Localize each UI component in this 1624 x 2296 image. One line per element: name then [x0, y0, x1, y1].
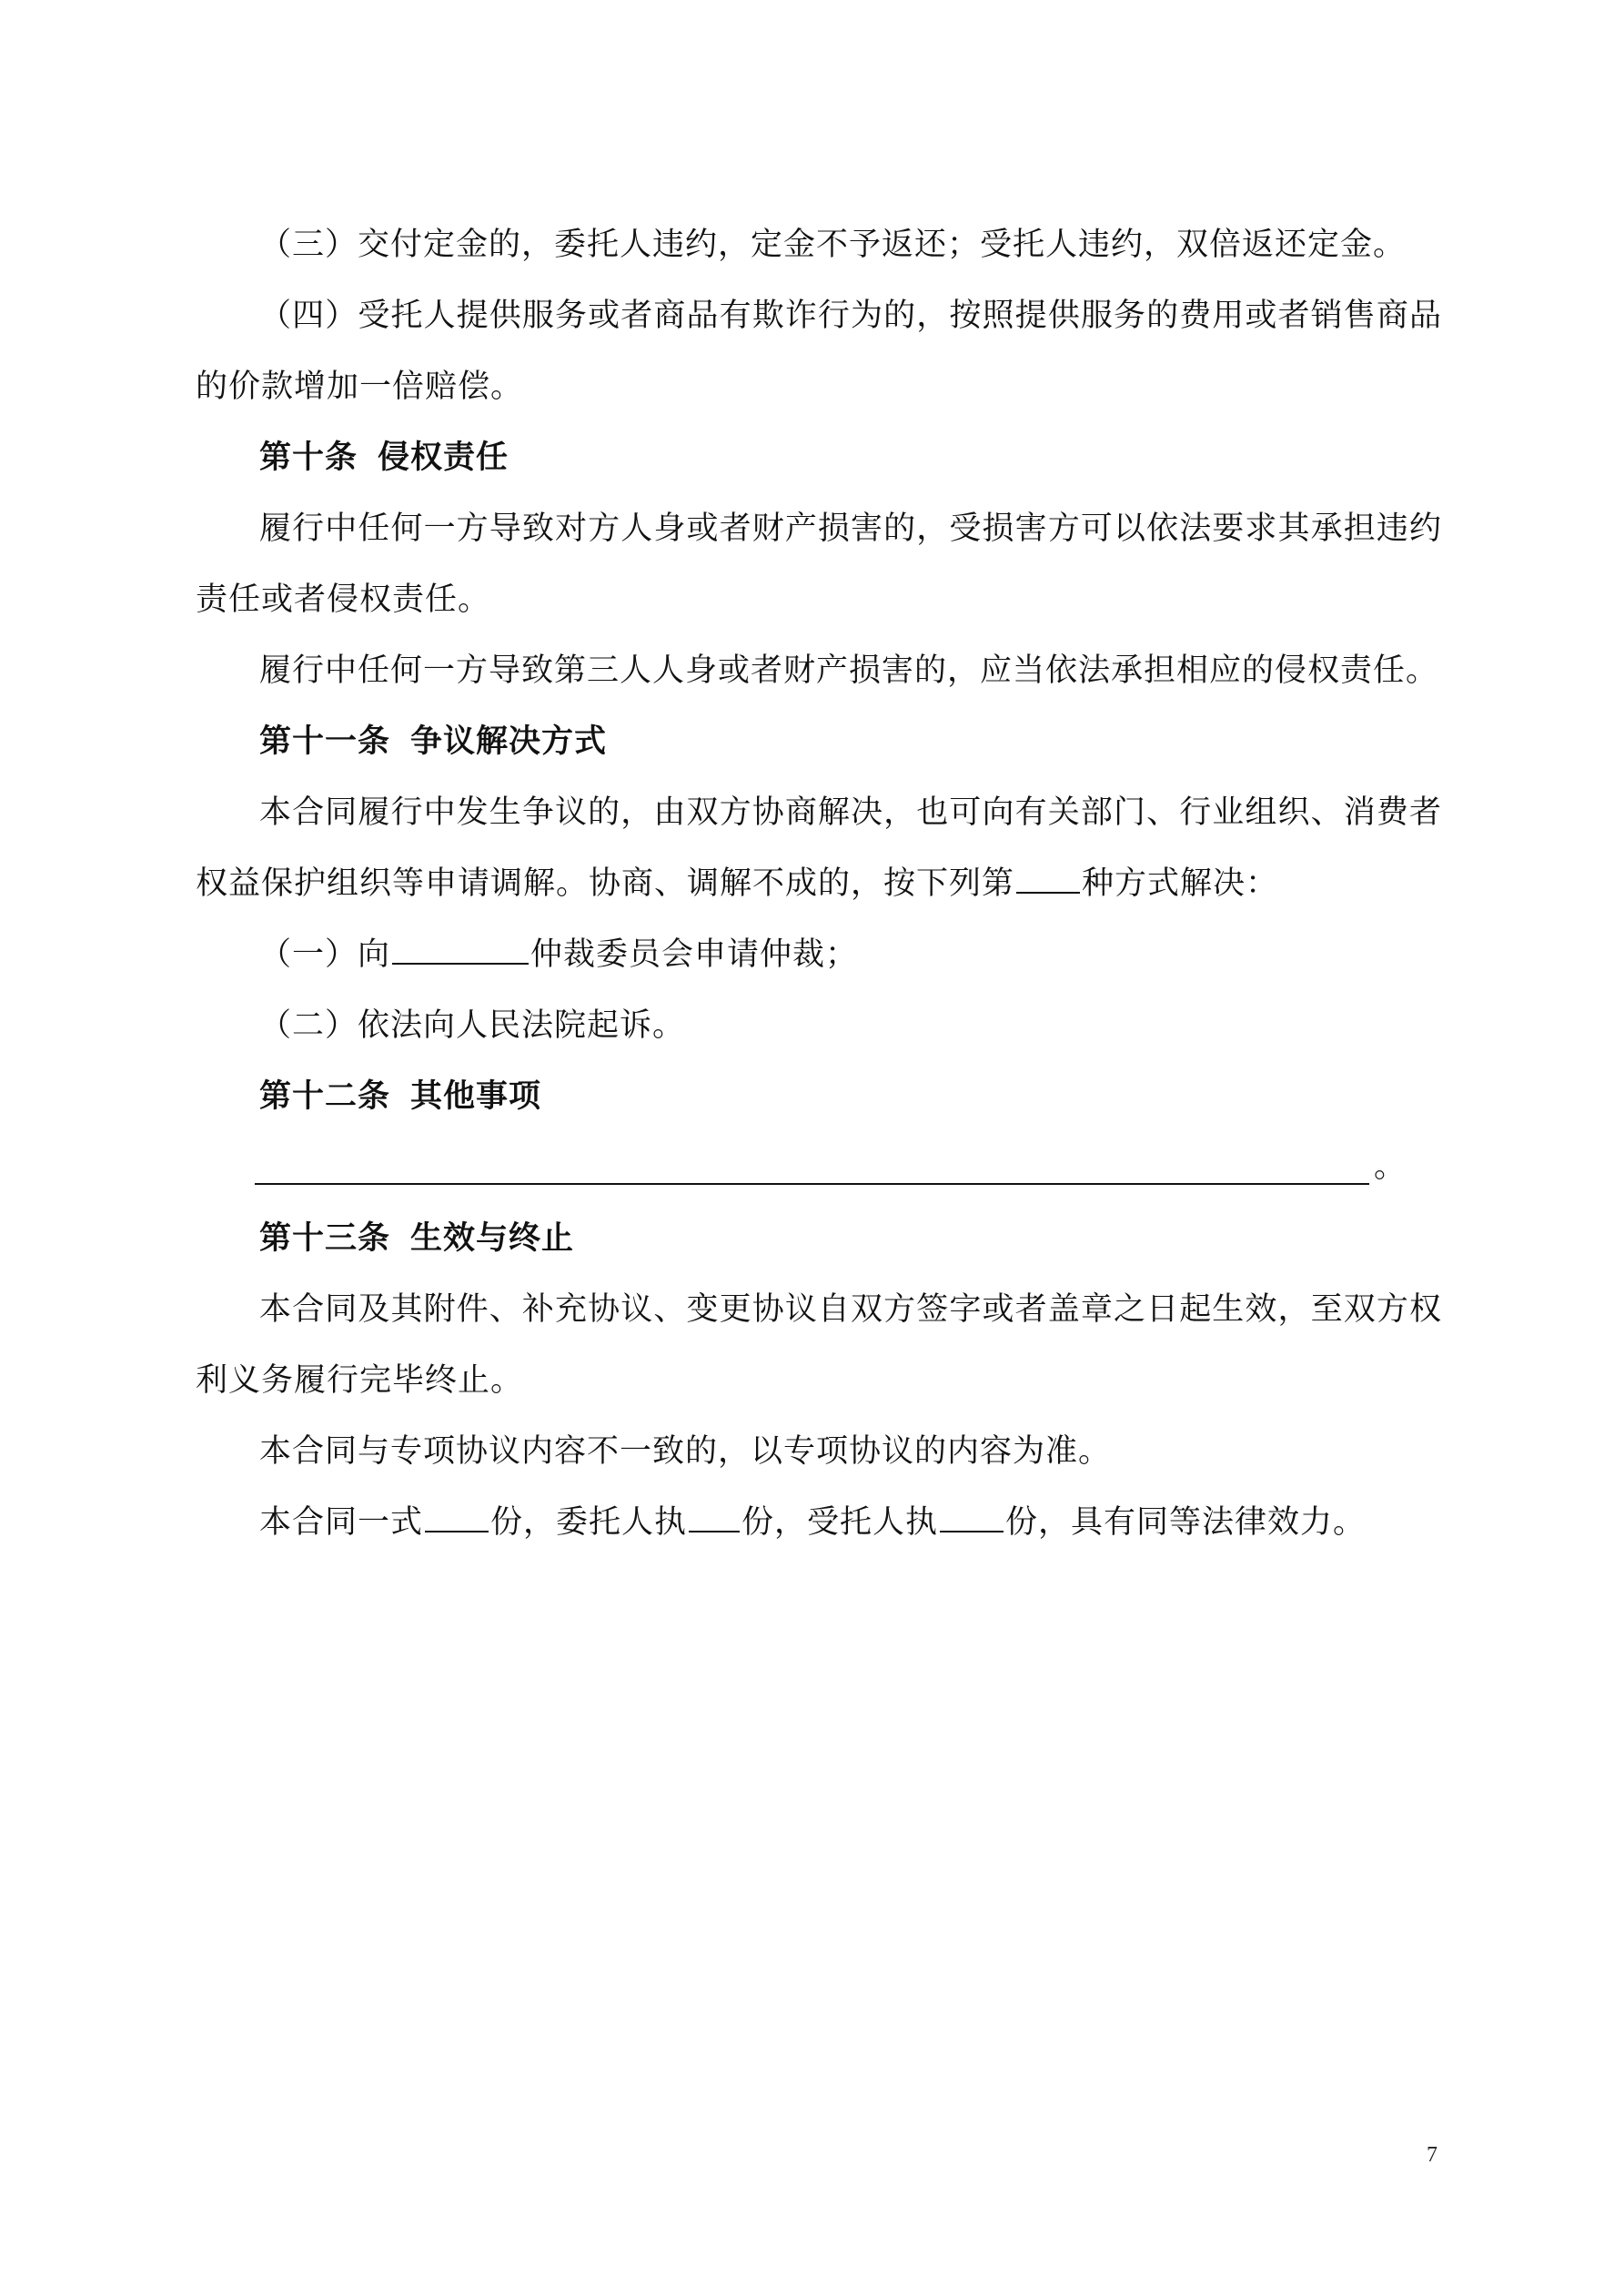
trustee-copies-blank[interactable] [940, 1503, 1004, 1532]
article-13-title: 生效与终止 [410, 1219, 575, 1257]
arbitration-commission-blank[interactable] [392, 936, 529, 965]
paragraph-copies [196, 1487, 1442, 1558]
copies-text-b: 份，委托人执 [490, 1504, 688, 1541]
document-body [196, 209, 1442, 1558]
paragraph-arbitration [196, 919, 1442, 990]
copies-text-a: 本合同一式 [259, 1504, 424, 1541]
copies-text-c: 份，受托人执 [741, 1504, 939, 1541]
article-11-label: 第十一条 [259, 723, 391, 760]
total-copies-blank[interactable] [425, 1503, 489, 1532]
paragraph-tort-parties: 履行中任何一方导致对方人身或者财产损害的，受损害方可以依法要求其承担违约责任或者侵权责任。 [196, 511, 1442, 618]
client-copies-blank[interactable] [689, 1503, 740, 1532]
dispute-text-before: 本合同履行中发生争议的，由双方协商解决，也可向有关部门、行业组织、消费者权益保护组织等申请调解。协商、调解不成的，按下列第 [196, 794, 1442, 902]
article-13-label: 第十三条 [259, 1219, 391, 1257]
arbitration-text-before: （一）向 [259, 936, 391, 973]
paragraph-litigation: （二）依法向人民法院起诉。 [259, 1007, 686, 1044]
dispute-text-after: 种方式解决： [1082, 865, 1279, 902]
paragraph-effectiveness: 本合同及其附件、补充协议、变更协议自双方签字或者盖章之日起生效，至双方权利义务履行完毕终止。 [196, 1291, 1442, 1399]
paragraph-dispute-resolution [196, 777, 1442, 919]
paragraph-special-agreement: 本合同与专项协议内容不一致的，以专项协议的内容为准。 [259, 1433, 1112, 1470]
article-12-title: 其他事项 [410, 1077, 542, 1115]
article-12-heading [196, 1061, 1442, 1132]
method-number-blank[interactable] [1016, 865, 1080, 894]
article-10-label: 第十条 [259, 439, 358, 476]
article-11-heading [196, 706, 1442, 777]
article-10-title: 侵权责任 [378, 439, 509, 476]
page-number: 7 [1427, 2143, 1437, 2167]
paragraph-tort-third-party: 履行中任何一方导致第三人人身或者财产损害的，应当依法承担相应的侵权责任。 [259, 652, 1439, 689]
arbitration-text-after: 仲裁委员会申请仲裁； [530, 936, 859, 973]
article-13-heading [196, 1203, 1442, 1274]
other-matters-blank[interactable] [255, 1183, 1369, 1185]
other-matters-period: 。 [1374, 1148, 1407, 1185]
copies-text-d: 份，具有同等法律效力。 [1005, 1504, 1367, 1541]
paragraph-deposit: （三）交付定金的，委托人违约，定金不予返还；受托人违约，双倍返还定金。 [259, 227, 1407, 263]
article-11-title: 争议解决方式 [410, 723, 608, 760]
other-matters-line [196, 1132, 1442, 1203]
article-10-heading [196, 422, 1442, 493]
article-12-label: 第十二条 [259, 1077, 391, 1115]
paragraph-fraud-compensation: （四）受托人提供服务或者商品有欺诈行为的，按照提供服务的费用或者销售商品的价款增加一倍赔偿。 [196, 298, 1442, 405]
